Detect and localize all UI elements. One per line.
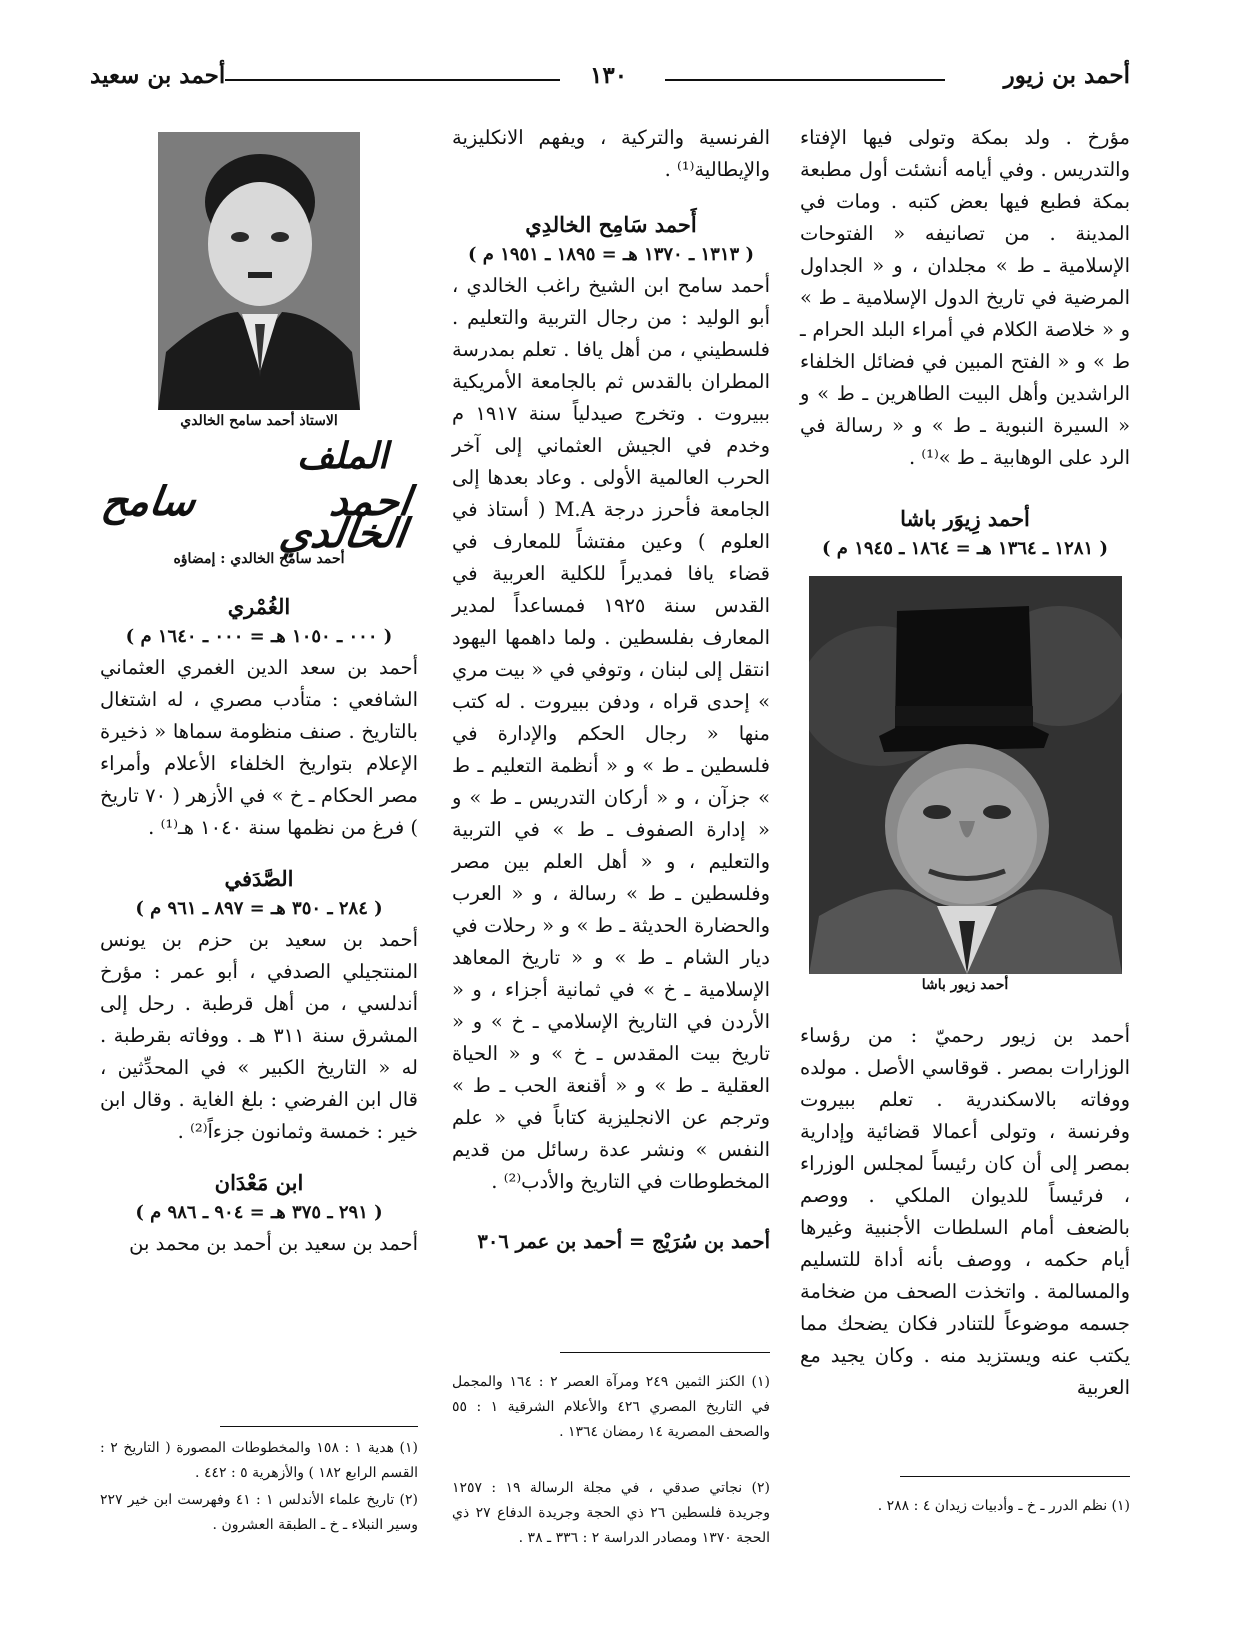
paragraph: أحمد بن سعيد بن أحمد بن محمد بن — [129, 1232, 418, 1255]
portrait-photo — [158, 132, 360, 410]
footnote-rule — [900, 1476, 1130, 1477]
header-rule-right — [665, 79, 945, 81]
paragraph: الفرنسية والتركية ، ويفهم الانكليزية والإيطالية⁽¹⁾ . — [452, 126, 770, 181]
footnote: (١) الكنز الثمين ٢٤٩ ومرآة العصر ٢ : ١٦٤ والمجمل في التاريخ المصري ٤٢٦ والأعلام الشرقية ١ : ٥٥ والصحف المصرية ١٤ رمضان ١٣٦٤ . — [452, 1374, 770, 1440]
entry-heading: الصَّدَفي — [224, 866, 294, 891]
paragraph: أحمد سامح ابن الشيخ راغب الخالدي ، أبو الوليد : من رجال التربية والتعليم . فلسطيني ، من أهل يافا . تعلم بمدرسة المطران بالقدس ثم بالجامعة الأمريكية ببيروت . وتخرج صيدلياً سنة ١٩١٧ م وخدم في الجيش العثماني إلى آخر الحرب العالمية الأولى . وعاد بعدها إلى الجامعة فأحرز درجة M.A ( أستاذ في العلوم ) وعين مفتشاً للمعارف في قضاء يافا فمديراً للكلية العربية في القدس سنة ١٩٢٥ فمساعداً لمدير المعارف بفلسطين . ولما داهمها اليهود انتقل إلى لبنان ، وتوفي في « بيت مري » إحدى قراه ، ودفن ببيروت . له كتب منها « رجال الحكم والإدارة في فلسطين ـ ط » و « أنظمة التعليم ـ ط » جزآن ، و « أركان التدريس ـ ط » و « إدارة الصفوف ـ ط » في التربية والتعليم ، و « أهل العلم بين مصر وفلسطين ـ ط » رسالة ، و « العرب والحضارة الحديثة ـ ط » و « رحلات في ديار الشام ـ ط » و « تاريخ المعاهد الإسلامية ـ خ » في ثمانية أجزاء ، و « الأردن في التاريخ الإسلامي ـ خ » و « تاريخ بيت المقدس ـ خ » و « الحياة العقلية ـ ط » و « أقنعة الحب ـ ط » وترجم عن الانجليزية كتاباً في « علم النفس » ونشر عدة رسائل من قديم المخطوطات في التاريخ والأدب⁽²⁾ . — [452, 274, 770, 1193]
header-right-title: أحمد بن زيور — [1003, 62, 1130, 89]
entry-dates: ( ١٢٨١ ـ ١٣٦٤ هـ = ١٨٦٤ ـ ١٩٤٥ م ) — [822, 538, 1108, 559]
footnote: (٢) تاريخ علماء الأندلس ١ : ٤١ وفهرست ابن خير ٢٢٧ وسير النبلاء ـ خ ـ الطبقة العشرون . — [100, 1492, 418, 1533]
footnote-rule — [220, 1426, 418, 1427]
portrait-illustration — [158, 132, 360, 410]
entry-dates: ( ٢٨٤ ـ ٣٥٠ هـ = ٨٩٧ ـ ٩٦١ م ) — [135, 898, 383, 919]
footnote: (٢) نجاتي صدقي ، في مجلة الرسالة ١٩ : ١٢٥٧ وجريدة فلسطين ٢٦ ذي الحجة وجريدة الدفاع ٢٧ ذي الحجة ١٣٧٠ ومصادر الدراسة ٢ : ٣٣٦ ـ ٣٨ . — [452, 1480, 770, 1546]
signature — [99, 435, 418, 557]
footnote: (١) نظم الدرر ـ خ ـ وأدبيات زيدان ٤ : ٢٨٨ . — [877, 1498, 1130, 1514]
paragraph: أحمد بن سعد الدين الغمري العثماني الشافعي : متأدب مصري ، له اشتغال بالتاريخ . صنف منظومة سماها « ذخيرة الإعلام بتواريخ الخلفاء الأعلام وأمراء مصر الحكام ـ خ » في الأزهر ( ٧٠ تاريخ ) فرغ من نظمها سنة ١٠٤٠ هـ⁽¹⁾ . — [100, 656, 419, 839]
column-middle — [452, 122, 770, 1258]
footnote: (١) هدية ١ : ١٥٨ والمخطوطات المصورة ( التاريخ ٢ : القسم الرابع ١٨٢ ) والأزهرية ٥ : ٤٤٢ . — [100, 1440, 418, 1481]
entry-heading: ابن مَعْدَان — [214, 1170, 304, 1195]
entry-heading: أَحمد سَامِح الخالدِي — [525, 212, 697, 237]
footnote-rule — [560, 1352, 770, 1353]
entry-heading: أحمد زِيوَر باشا — [900, 506, 1030, 531]
signature-caption: أحمد سامح الخالدي : إمضاؤه — [173, 551, 345, 567]
paragraph: أحمد بن سعيد بن حزم بن يونس المنتجيلي الصدفي ، أبو عمر : مؤرخ أندلسي ، من أهل قرطبة . رحل إلى المشرق سنة ٣١١ هـ . ووفاته بقرطبة . له « التاريخ الكبير » في المحدِّثين ، قال ابن الفرضي : بلغ الغاية . وقال ابن خير : خمسة وثمانون جزءاً⁽²⁾ . — [100, 928, 418, 1143]
column-right — [800, 122, 1130, 1404]
column-left — [100, 122, 418, 1260]
entry-dates: ( ١٣١٣ ـ ١٣٧٠ هـ = ١٨٩٥ ـ ١٩٥١ م ) — [468, 244, 754, 265]
entry-dates: ( ٠٠٠ ـ ١٠٥٠ هـ = ٠٠٠ ـ ١٦٤٠ م ) — [125, 626, 393, 647]
cross-reference: أحمد بن سُرَيْج = أحمد بن عمر ٣٠٦ — [477, 1230, 770, 1253]
paragraph: أحمد بن زيور رحميّ : من رؤساء الوزارات بمصر . قوقاسي الأصل . مولده ووفاته بالاسكندرية . تعلم ببيروت وفرنسة ، وتولى أعمالا قضائية وإدارية بمصر إلى أن كان رئيساً لمجلس الوزراء ، فرئيساً للديوان الملكي . ووصم بالضعف أمام السلطات الأجنبية وغيرها أيام حكمه ، ووصف بأنه أداة للتسليم والمسالمة . واتخذت الصحف من ضخامة جسمه موضوعاً للتنادر فكان يضحك مما يكتب عنه ويستزيد منه . وكان يجيد مع العربية — [800, 1024, 1130, 1399]
entry-heading: الغُمْري — [227, 594, 291, 619]
signature-line-1: الملف — [297, 435, 388, 477]
photo-caption: أحمد زيور باشا — [921, 977, 1009, 993]
header-left-title: أحمد بن سعيد — [90, 62, 226, 89]
portrait-illustration — [809, 576, 1122, 974]
page-number: ١٣٠ — [590, 62, 628, 89]
entry-dates: ( ٢٩١ ـ ٣٧٥ هـ = ٩٠٤ ـ ٩٨٦ م ) — [135, 1202, 383, 1223]
signature-line-2: احمد سامح الخالدي — [99, 478, 414, 557]
header-rule-left — [225, 79, 560, 81]
portrait-photo — [809, 576, 1122, 974]
photo-caption: الاستاذ أحمد سامح الخالدي — [180, 413, 338, 429]
paragraph: مؤرخ . ولد بمكة وتولى فيها الإفتاء والتدريس . وفي أيامه أنشئت أول مطبعة بمكة فطبع فيها بعض كتبه . ومات في المدينة . من تصانيفه « الفتوحات الإسلامية ـ ط » مجلدان ، و « الجداول المرضية في تاريخ الدول الإسلامية ـ ط » و « خلاصة الكلام في أمراء البلد الحرام ـ ط » و « الفتح المبين في فضائل الخلفاء الراشدين وأهل البيت الطاهرين ـ ط » و « السيرة النبوية ـ ط » و « رسالة في الرد على الوهابية ـ ط »⁽¹⁾ . — [800, 126, 1130, 469]
running-header — [90, 62, 1130, 92]
